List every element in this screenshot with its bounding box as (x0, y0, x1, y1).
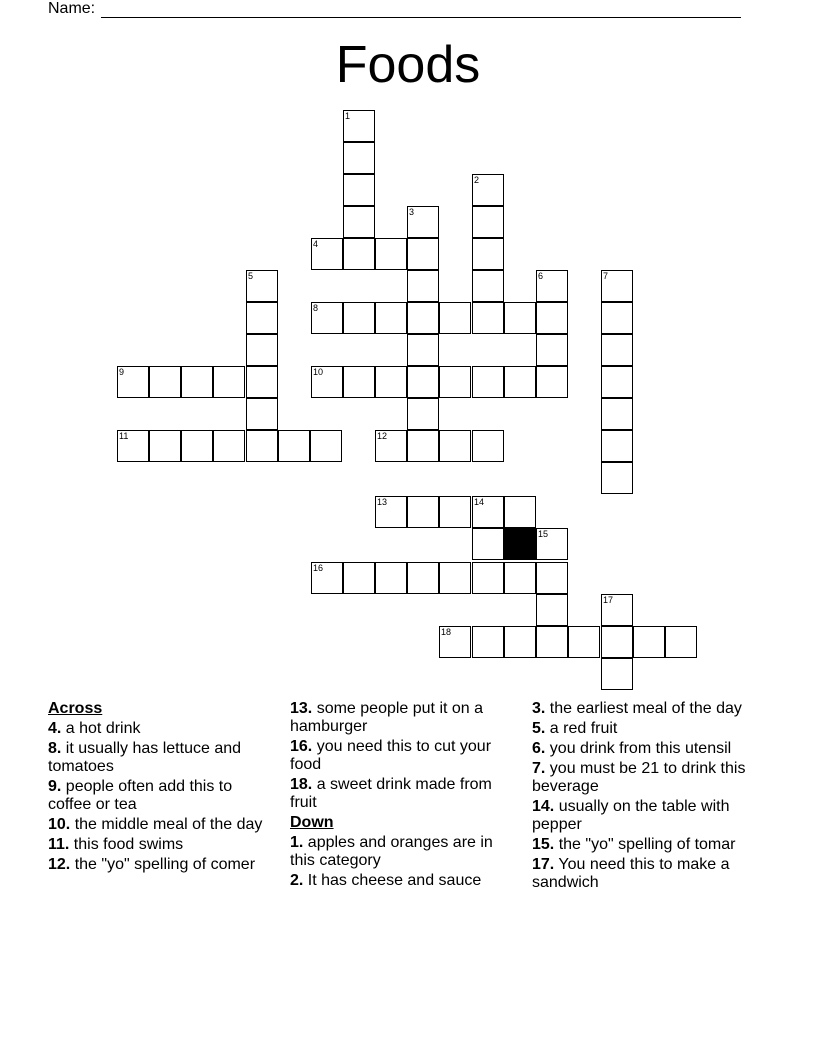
grid-cell[interactable] (601, 626, 633, 658)
clue-number: 10. (48, 816, 71, 833)
clue-number: 11 (119, 431, 129, 441)
clue-text: a sweet drink made from fruit (290, 776, 492, 811)
grid-cell[interactable] (472, 430, 504, 462)
grid-cell[interactable] (149, 366, 181, 398)
clue-number: 13 (377, 497, 388, 507)
grid-cell[interactable] (601, 658, 633, 690)
grid-cell[interactable] (472, 174, 504, 206)
grid-cell[interactable] (343, 110, 375, 142)
clue-number: 4 (313, 239, 319, 249)
grid-cell[interactable] (407, 270, 439, 302)
clue-number: 14 (474, 497, 485, 507)
clue (48, 720, 278, 738)
clue-number: 15 (538, 529, 549, 539)
grid-cell[interactable] (439, 626, 471, 658)
grid-cell[interactable] (407, 206, 439, 238)
name-label: Name: (48, 0, 96, 17)
grid-cell[interactable] (536, 528, 568, 560)
grid-cell[interactable] (504, 302, 536, 334)
grid-cell[interactable] (472, 496, 504, 528)
grid-cell[interactable] (472, 562, 504, 594)
clue-text: you need this to cut your food (290, 738, 492, 773)
clue (290, 738, 520, 774)
grid-cell[interactable] (407, 302, 439, 334)
clue-text: you drink from this utensil (545, 740, 732, 757)
grid-cell[interactable] (407, 334, 439, 366)
clue (48, 740, 278, 776)
clue (48, 836, 278, 854)
grid-cell[interactable] (375, 562, 407, 594)
clues-column-2 (290, 700, 520, 892)
clue-number: 16. (290, 738, 313, 755)
grid-cell[interactable] (504, 496, 536, 528)
clue-text: a hot drink (61, 720, 141, 737)
grid-cell[interactable] (536, 562, 568, 594)
grid-cell[interactable] (439, 562, 471, 594)
across-heading: Across (48, 700, 103, 717)
grid-cell[interactable] (665, 626, 697, 658)
clue-number: 14. (532, 798, 555, 815)
grid-cell[interactable] (246, 366, 278, 398)
grid-cell[interactable] (117, 366, 149, 398)
grid-cell[interactable] (472, 366, 504, 398)
grid-cell[interactable] (601, 270, 633, 302)
clue-text: the earliest meal of the day (545, 700, 742, 717)
clue-number: 13. (290, 700, 313, 717)
grid-cell[interactable] (311, 562, 343, 594)
grid-cell[interactable] (633, 626, 665, 658)
grid-cell[interactable] (536, 334, 568, 366)
grid-cell[interactable] (601, 334, 633, 366)
grid-cell[interactable] (310, 430, 342, 462)
clue-number: 1. (290, 834, 304, 851)
clue-number: 18. (290, 776, 313, 793)
grid-cell[interactable] (407, 496, 439, 528)
grid-cell[interactable] (117, 430, 149, 462)
grid-cell[interactable] (407, 366, 439, 398)
grid-cell[interactable] (311, 366, 343, 398)
clue-text: people often add this to coffee or tea (48, 778, 233, 813)
grid-cell[interactable] (472, 528, 504, 560)
clue-number: 8 (313, 303, 319, 313)
clue (290, 872, 520, 890)
clue-text: you must be 21 to drink this beverage (532, 760, 746, 795)
clue-number: 3 (409, 207, 415, 217)
grid-cell[interactable] (601, 366, 633, 398)
grid-cell[interactable] (246, 430, 278, 462)
grid-cell[interactable] (472, 238, 504, 270)
clue (532, 720, 762, 738)
grid-cell[interactable] (343, 302, 375, 334)
grid-cell[interactable] (181, 430, 213, 462)
grid-cell[interactable] (439, 430, 471, 462)
grid-cell[interactable] (536, 626, 568, 658)
clue-number: 2 (474, 175, 480, 185)
grid-cell[interactable] (311, 302, 343, 334)
clue-number: 9. (48, 778, 62, 795)
clue-number: 16 (313, 563, 324, 573)
clue (532, 700, 762, 718)
clue-text: apples and oranges are in this category (290, 834, 493, 869)
clue (532, 836, 762, 854)
clue-text: You need this to make a sandwich (532, 856, 730, 891)
grid-cell[interactable] (407, 398, 439, 430)
clue (290, 834, 520, 870)
grid-cell[interactable] (213, 430, 245, 462)
clue-text: it usually has lettuce and tomatoes (48, 740, 242, 775)
clue-number: 4. (48, 720, 62, 737)
clue (532, 760, 762, 796)
clue-text: usually on the table with pepper (532, 798, 730, 833)
grid-cell[interactable] (407, 430, 439, 462)
grid-cell[interactable] (311, 238, 343, 270)
clue (532, 740, 762, 758)
grid-cell[interactable] (343, 366, 375, 398)
clue-number: 6 (538, 271, 544, 281)
black-cell (504, 528, 536, 560)
grid-cell[interactable] (246, 270, 278, 302)
clue-number: 3. (532, 700, 546, 717)
grid-cell[interactable] (472, 270, 504, 302)
clue-number: 7 (603, 271, 609, 281)
grid-cell[interactable] (504, 626, 536, 658)
clue-text: some people put it on a hamburger (290, 700, 484, 735)
clue (290, 776, 520, 812)
grid-cell[interactable] (536, 302, 568, 334)
clue (290, 700, 520, 736)
clue-number: 18 (441, 627, 452, 637)
clue-number: 17. (532, 856, 555, 873)
grid-cell[interactable] (536, 270, 568, 302)
grid-cell[interactable] (601, 398, 633, 430)
clue (532, 856, 762, 892)
clue-number: 12. (48, 856, 71, 873)
grid-cell[interactable] (375, 302, 407, 334)
grid-cell[interactable] (343, 174, 375, 206)
clue (48, 816, 278, 834)
clue-text: a red fruit (545, 720, 618, 737)
grid-cell[interactable] (375, 366, 407, 398)
grid-cell[interactable] (439, 496, 471, 528)
clue-number: 6. (532, 740, 546, 757)
grid-cell[interactable] (343, 142, 375, 174)
grid-cell[interactable] (504, 366, 536, 398)
clue (48, 778, 278, 814)
grid-cell[interactable] (439, 302, 471, 334)
grid-cell[interactable] (601, 430, 633, 462)
clues-column-1 (48, 700, 278, 876)
clue-text: the "yo" spelling of tomar (554, 836, 736, 853)
grid-cell[interactable] (472, 302, 504, 334)
clue (532, 798, 762, 834)
clue-number: 9 (119, 367, 125, 377)
down-heading: Down (290, 814, 334, 831)
clue-number: 17 (603, 595, 614, 605)
clue-number: 2. (290, 872, 304, 889)
grid-cell[interactable] (213, 366, 245, 398)
clue-text: It has cheese and sauce (303, 872, 482, 889)
grid-cell[interactable] (472, 626, 504, 658)
grid-cell[interactable] (601, 462, 633, 494)
grid-cell[interactable] (407, 238, 439, 270)
grid-cell[interactable] (407, 562, 439, 594)
grid-cell[interactable] (601, 594, 633, 626)
clue-number: 15. (532, 836, 555, 853)
grid-cell[interactable] (536, 366, 568, 398)
grid-cell[interactable] (375, 430, 407, 462)
clue-number: 10 (313, 367, 324, 377)
grid-cell[interactable] (375, 496, 407, 528)
grid-cell[interactable] (504, 562, 536, 594)
grid-cell[interactable] (536, 594, 568, 626)
page-title: Foods (335, 36, 481, 94)
clue-number: 12 (377, 431, 388, 441)
clue-text: the "yo" spelling of comer (70, 856, 256, 873)
grid-cell[interactable] (601, 302, 633, 334)
grid-cell[interactable] (568, 626, 600, 658)
grid-cell[interactable] (375, 238, 407, 270)
grid-cell[interactable] (149, 430, 181, 462)
clue-text: the middle meal of the day (70, 816, 263, 833)
grid-cell[interactable] (343, 562, 375, 594)
grid-cell[interactable] (181, 366, 213, 398)
grid-cell[interactable] (439, 366, 471, 398)
grid-cell[interactable] (472, 206, 504, 238)
clues-column-3 (532, 700, 762, 894)
grid-cell[interactable] (343, 206, 375, 238)
clue-number: 11. (48, 836, 70, 853)
grid-cell[interactable] (246, 398, 278, 430)
grid-cell[interactable] (246, 302, 278, 334)
clue-number: 1 (345, 111, 351, 121)
grid-cell[interactable] (278, 430, 310, 462)
clue (48, 856, 278, 874)
grid-cell[interactable] (343, 238, 375, 270)
grid-cell[interactable] (246, 334, 278, 366)
clue-text: this food swims (69, 836, 184, 853)
clue-number: 5. (532, 720, 546, 737)
clue-number: 5 (248, 271, 254, 281)
clue-number: 8. (48, 740, 62, 757)
clue-number: 7. (532, 760, 546, 777)
